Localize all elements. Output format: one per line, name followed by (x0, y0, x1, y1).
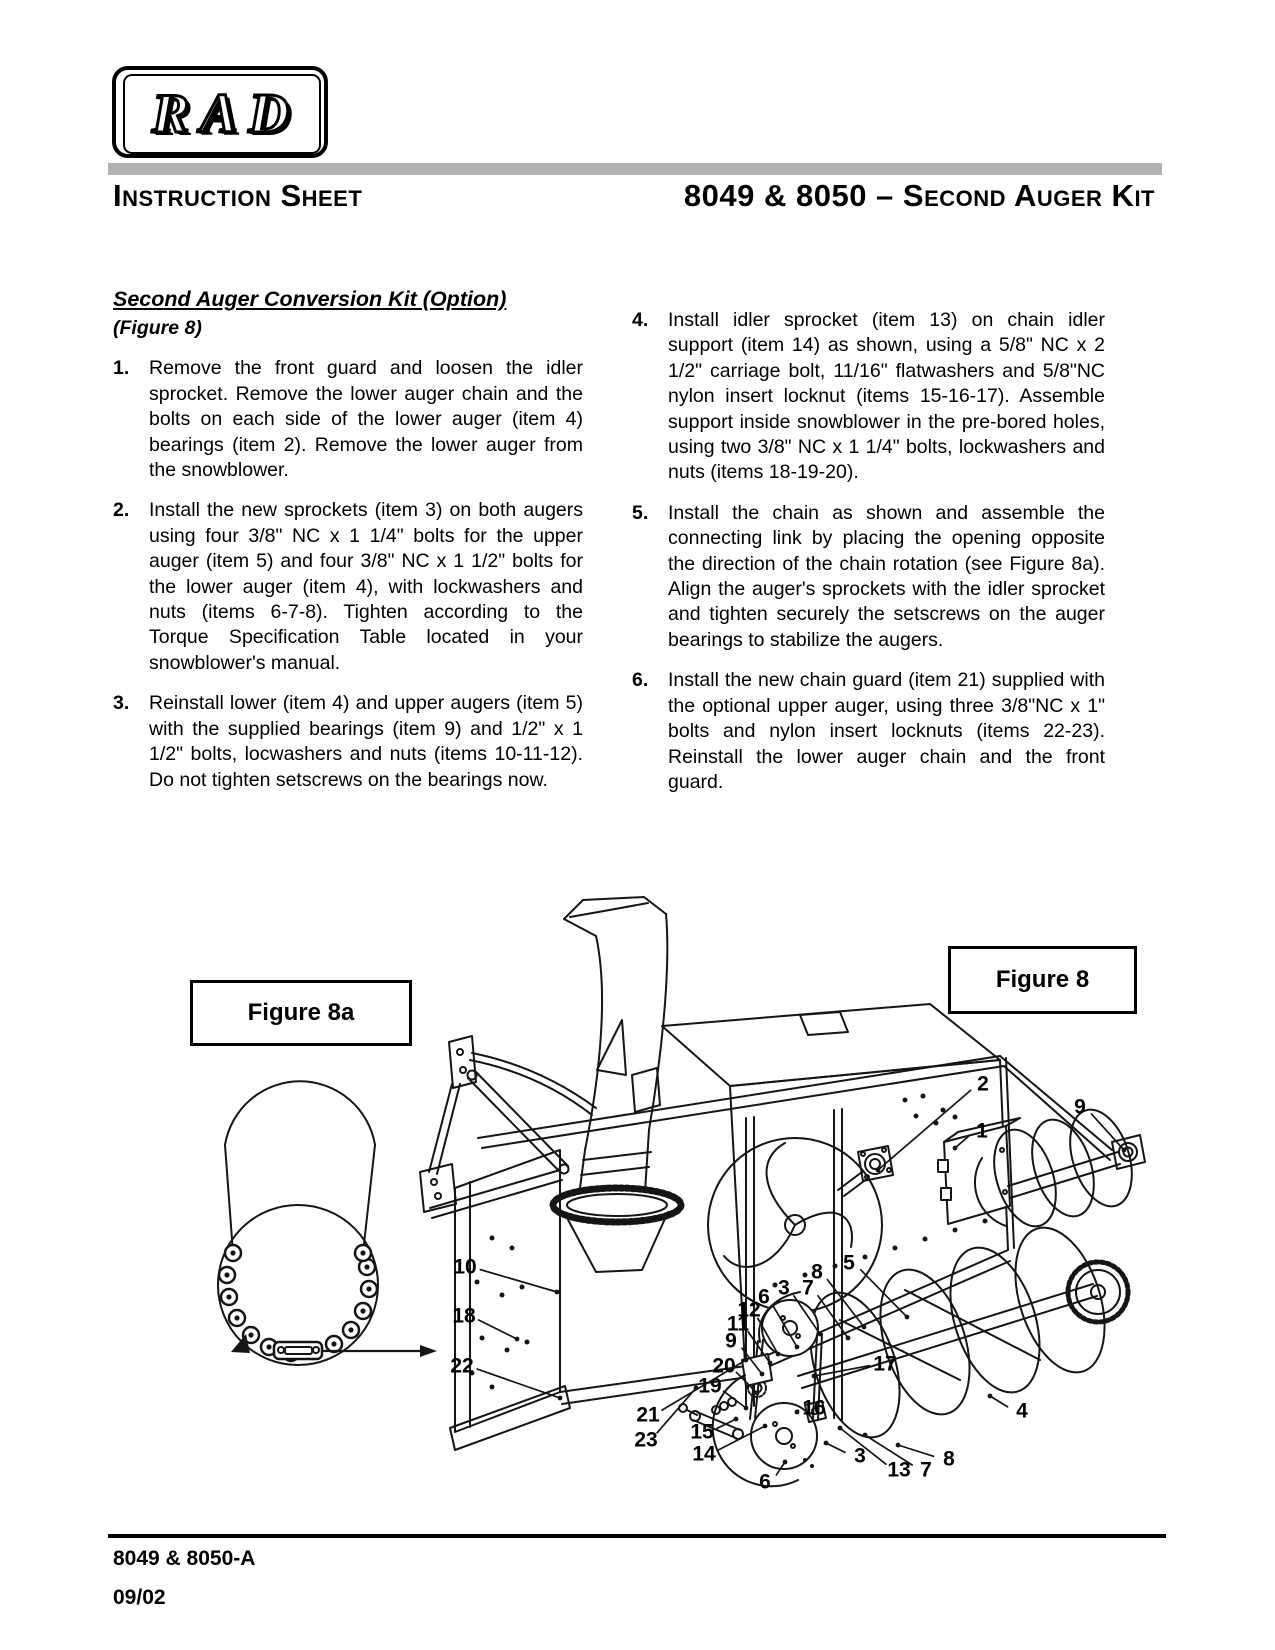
callout-target-13-24 (838, 1426, 843, 1431)
step-1-number: 1. (113, 357, 130, 380)
callout-target-9-2 (1122, 1148, 1127, 1153)
step-2-number: 2. (113, 499, 130, 522)
step-1 (113, 356, 583, 483)
part-number-3-8: 3 (778, 1276, 790, 1300)
step-1-text: Remove the front guard and loosen the idler sprocket. Remove the lower auger chain and the bolts on each side of the lower auger (item 4) bearings (item 2). Remove the lower auger from the snowblower. (149, 357, 583, 482)
callout-target-6-10 (795, 1345, 800, 1350)
callout-target-3-23 (824, 1441, 829, 1446)
step-3-text: Reinstall lower (item 4) and upper augers (item 5) with the supplied bearings (item 9) and 1/2" x 1 1/2" bolts, locwashers and nuts (items 10-11-12). Do not tighten setscrews on the bearings now. (149, 692, 583, 791)
part-number-7-9: 7 (802, 1276, 814, 1300)
step-4-number: 4. (632, 309, 649, 331)
step-5 (632, 501, 1105, 653)
part-number-15-19: 15 (690, 1420, 714, 1444)
callout-target-21-17 (744, 1358, 749, 1363)
document-type-title: Instruction Sheet (113, 178, 363, 213)
document-kit-title: 8049 & 8050 – Second Auger Kit (683, 178, 1155, 213)
part-number-9-13: 9 (725, 1329, 737, 1353)
step-4 (632, 308, 1105, 486)
part-number-6-22: 6 (759, 1470, 771, 1494)
part-number-2-0: 2 (977, 1072, 989, 1096)
step-3 (113, 691, 583, 793)
figure-8a-chain-diagram (218, 1081, 437, 1365)
callout-target-11-12 (768, 1361, 773, 1366)
step-5-number: 5. (632, 501, 649, 524)
callout-target-18-4 (515, 1337, 520, 1342)
callout-leader-21-17 (662, 1360, 746, 1410)
callout-target-15-19 (734, 1417, 739, 1422)
step-6-text: Install the new chain guard (item 21) supplied with the optional upper auger, using three 3/8"NC x 1" bolts and nylon insert locknuts (items 22-23). Reinstall the lower auger chain and the front guard. (668, 669, 1105, 793)
figure-8a-label-box (190, 980, 412, 1046)
callout-target-19-16 (744, 1406, 749, 1411)
part-number-1-1: 1 (976, 1119, 988, 1143)
footer-date: 09/02 (113, 1586, 166, 1609)
part-number-4-27: 4 (1016, 1399, 1028, 1423)
callout-target-8-26 (896, 1443, 901, 1448)
part-number-10-3: 10 (453, 1255, 477, 1279)
step-6-number: 6. (632, 669, 649, 692)
part-number-22-5: 22 (450, 1354, 474, 1378)
step-6 (632, 668, 1105, 795)
callout-leader-10-3 (480, 1270, 557, 1292)
step-2 (113, 498, 583, 676)
step-5-text: Install the chain as shown and assemble the connecting link by placing the opening opposite the direction of the chain rotation (see Figure 8a). Align the auger's sprockets with the idler sprocket and tighten securely the setscrews on the auger bearings to stabilize the augers. (668, 501, 1105, 651)
connecting-link (274, 1342, 322, 1359)
callout-leader-22-5 (477, 1369, 560, 1398)
callout-leader-8-26 (898, 1445, 934, 1456)
footer-rule (108, 1534, 1166, 1538)
callout-target-9-13 (760, 1372, 765, 1377)
part-number-14-20: 14 (692, 1442, 716, 1466)
right-column (632, 308, 1105, 795)
step-4-text: Install idler sprocket (item 13) on chain idler support (item 14) as shown, using a 5/8" NC x 2 1/2" carriage bolt, 11/16" flatwashers and 5/8"NC nylon insert locknut (items 15-16-17). Assemble support inside snowblower in the pre-bored holes, using two 3/8" NC x 1 1/4" bolts, lockwashers and nuts (items 18-19-20). (668, 309, 1105, 484)
part-number-20-14: 20 (712, 1354, 736, 1378)
step-3-number: 3. (113, 692, 130, 715)
part-number-18-4: 18 (452, 1304, 476, 1328)
rad-logo (112, 66, 328, 158)
figure-8-diagram (0, 820, 1275, 1530)
discharge-chute (553, 897, 681, 1272)
callout-leader-4-27 (990, 1396, 1008, 1407)
part-number-6-10: 6 (758, 1285, 770, 1309)
part-number-16-21: 16 (802, 1396, 826, 1420)
callout-target-14-20 (763, 1424, 768, 1429)
part-number-8-26: 8 (943, 1447, 955, 1471)
callout-target-16-21 (795, 1410, 800, 1415)
step-2-text: Install the new sprockets (item 3) on both augers using four 3/8" NC x 1 1/4" bolts for the upper auger (item 5) and four 3/8" NC x 1 1/2" bolts for the lower auger (item 4), with lockwashers and nuts (items 6-7-8). Tighten according to the Torque Specification Table located in your snowblower's manual. (149, 499, 583, 674)
callout-target-3-8 (818, 1332, 823, 1337)
figure-8a-label: Figure 8a (247, 999, 355, 1026)
section-subtitle: (Figure 8) (113, 317, 202, 339)
callout-leader-5-6 (861, 1270, 907, 1317)
left-column (113, 286, 583, 793)
part-number-13-24: 13 (887, 1458, 911, 1482)
callout-target-7-9 (846, 1336, 851, 1341)
rad-logo-text: RAD (151, 83, 301, 145)
callout-target-20-14 (755, 1391, 760, 1396)
part-number-5-6: 5 (843, 1251, 855, 1275)
rad-logo-frame (123, 74, 321, 154)
snowblower-housing (560, 1004, 1014, 1420)
header-gray-bar (108, 163, 1162, 175)
part-number-3-23: 3 (854, 1444, 866, 1468)
callout-target-17-15 (812, 1374, 817, 1379)
part-number-11-12: 11 (726, 1312, 750, 1336)
callout-target-10-3 (555, 1290, 560, 1295)
callout-target-8-7 (862, 1325, 867, 1330)
part-number-7-25: 7 (920, 1458, 932, 1482)
section-title: Second Auger Conversion Kit (Option) (113, 287, 507, 311)
part-number-17-15: 17 (873, 1352, 897, 1376)
footer-document-number: 8049 & 8050-A (113, 1547, 256, 1570)
part-number-19-16: 19 (698, 1374, 722, 1398)
part-number-23-18: 23 (634, 1428, 658, 1452)
callout-target-7-25 (863, 1433, 868, 1438)
part-number-12-11: 12 (737, 1298, 761, 1322)
callout-target-1-1 (953, 1146, 958, 1151)
callout-leader-3-23 (826, 1443, 845, 1452)
frame-rails (478, 1056, 1112, 1160)
callout-target-22-5 (558, 1396, 563, 1401)
figure-8-area (0, 820, 1275, 1530)
callout-target-4-27 (988, 1394, 993, 1399)
figure-8-label: Figure 8 (995, 966, 1090, 993)
callout-target-5-6 (905, 1315, 910, 1320)
callout-target-6-22 (783, 1460, 788, 1465)
part-number-21-17: 21 (636, 1403, 660, 1427)
callout-target-23-18 (694, 1386, 699, 1391)
callout-target-2-0 (876, 1168, 881, 1173)
callout-target-12-11 (776, 1352, 781, 1357)
part-number-9-2: 9 (1074, 1095, 1086, 1119)
figure-8-label-box (948, 946, 1137, 1014)
part-number-8-7: 8 (811, 1260, 823, 1284)
callout-leader-18-4 (479, 1320, 517, 1339)
